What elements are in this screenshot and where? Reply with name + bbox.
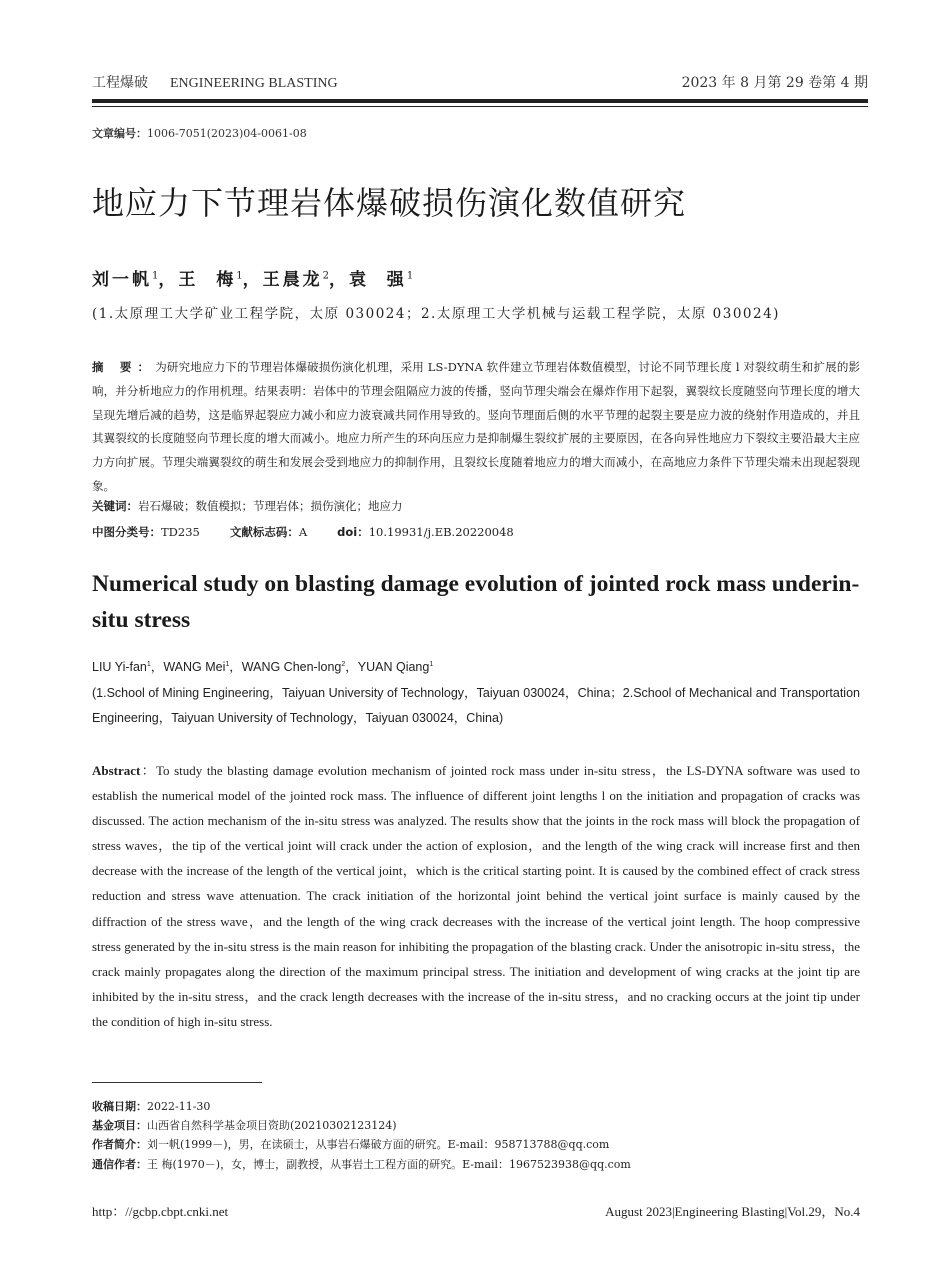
- abstract-en-label: Abstract: [92, 763, 141, 778]
- affiliation-cn: (1.太原理工大学矿业工程学院，太原 030024；2.太原理工大学机械与运载工程学院，太原 030024): [92, 306, 780, 322]
- header-rule-thick: [92, 99, 868, 103]
- running-header-journal: [92, 72, 338, 92]
- article-number-value: 1006-7051(2023)04-0061-08: [147, 127, 307, 140]
- abstract-en: [92, 758, 860, 1034]
- clc-value: TD235: [161, 525, 200, 539]
- abstract-en-text: ：To study the blasting damage evolution mechanism of jointed rock mass under in-situ stress，the LS-DYNA software was used to establish the numerical model of the jointed rock mass. The influence of different joint lengths l on the initiation and propagation of cracks was discussed. The action mechanism of the in-situ stress was analyzed. The results show that the joints in the rock mass will block the propagation of stress waves，the tip of the vertical joint will crack under the action of explosion，and the length of the wing crack will increase first and then decrease with the increase of the length of the vertical joint，which is the critical starting point. It is caused by the combined effect of crack stress reduction and stress wave attenuation. The crack initiation of the horizontal joint behind the vertical joint surface is mainly caused by the diffraction of the stress wave，and the length of the wing crack decreases with the increase of the vertical joint length. The hoop compressive stress generated by the in-situ stress is the main reason for inhibiting the propagation of the blasting crack. Under the anisotropic in-situ stress，the crack mainly propagates along the direction of the maximum principal stress. The initiation and development of wing cracks at the joint tip are inhibited by the in-situ stress，and the crack length decreases with the increase of the in-situ stress，and no cracking occurs at the joint tip under the condition of high in-situ stress.: [92, 763, 860, 1029]
- classification-line: [92, 524, 514, 540]
- authors-cn: [92, 265, 413, 290]
- abstract-cn: [92, 356, 860, 499]
- clc-label: 中图分类号：: [92, 525, 161, 539]
- doi-value: 10.19931/j.EB.20220048: [368, 525, 514, 539]
- journal-name-cn: 工程爆破: [92, 75, 148, 91]
- author-en: YUAN Qiang$^1$: [357, 660, 434, 674]
- journal-name-en: ENGINEERING BLASTING: [170, 76, 338, 91]
- article-number-label: 文章编号：: [92, 127, 147, 140]
- running-header-issue: 2023 年 8 月第 29 卷第 4 期: [681, 75, 868, 91]
- footnote-author-bio: 作者简介：刘一帆(1999－)，男，在读硕士，从事岩石爆破方面的研究。E-mail：958713788@qq.com: [92, 1138, 610, 1151]
- affiliation-en: (1.School of Mining Engineering，Taiyuan University of Technology，Taiyuan 030024，China；2.School of Mechanical and Transportation Engineering，Taiyuan University of Technology，Taiyuan 030024，China): [92, 686, 860, 725]
- abstract-cn-text: 为研究地应力下的节理岩体爆破损伤演化机理，采用 LS-DYNA 软件建立节理岩体数值模型，讨论不同节理长度 l 对裂纹萌生和扩展的影响，并分析地应力的作用机理。结果表明：岩体中的节理会阻隔应力波的传播，竖向节理尖端会在爆炸作用下起裂，翼裂纹长度随竖向节理长度的增大呈现先增后减的趋势，这是临界起裂应力减小和应力波衰减共同作用导致的。竖向节理面后侧的水平节理的起裂主要是应力波的绕射作用造成的，并且其翼裂纹的长度随竖向节理长度的增大而减小。地应力所产生的环向压应力是抑制爆生裂纹扩展的主要原因，在各向异性地应力下裂纹主要沿最大主应力方向扩展。节理尖端翼裂纹的萌生和发展会受到地应力的抑制作用，且裂纹长度随着地应力的增大而减小，在高地应力条件下节理尖端未出现起裂现象。: [92, 360, 860, 493]
- footnote-rule: [92, 1082, 262, 1083]
- keywords-value: 岩石爆破；数值模拟；节理岩体；损伤演化；地应力: [138, 499, 403, 513]
- abstract-cn-label: 摘 要：: [92, 360, 156, 374]
- authors-en: [92, 657, 433, 675]
- author-en: WANG Mei$^1$，: [163, 660, 242, 674]
- author-cn: 王 梅$^1$，: [178, 270, 263, 290]
- doi-label: doi：: [337, 525, 369, 539]
- keywords-label: 关键词：: [92, 499, 138, 513]
- title-cn: 地应力下节理岩体爆破损伤演化数值研究: [92, 184, 687, 222]
- doc-code-value: A: [298, 525, 308, 539]
- footnote-fund: 基金项目：山西省自然科学基金项目资助(20210302123124): [92, 1119, 397, 1132]
- title-en: Numerical study on blasting damage evolution of jointed rock mass underin-situ stress: [92, 571, 860, 633]
- author-cn: 刘一帆$^1$，: [92, 270, 179, 290]
- author-cn: 王晨龙$^2$，: [262, 270, 349, 290]
- footnote-corresponding-author: 通信作者：王 梅(1970－)，女，博士，副教授，从事岩土工程方面的研究。E-mail：1967523938@qq.com: [92, 1158, 631, 1171]
- author-cn: 袁 强$^1$: [348, 270, 414, 290]
- doc-code-label: 文献标志码：: [229, 525, 299, 539]
- footnote-received: 收稿日期：2022-11-30: [92, 1100, 211, 1113]
- footer-citation: August 2023|Engineering Blasting|Vol.29，No.4: [605, 1204, 860, 1219]
- article-number: [92, 125, 307, 141]
- author-en: LIU Yi-fan$^1$，: [92, 660, 164, 674]
- footer-url: http：//gcbp.cbpt.cnki.net: [92, 1204, 229, 1219]
- header-rule-thin: [92, 106, 868, 107]
- keywords-cn: [92, 498, 403, 514]
- author-en: WANG Chen-long$^2$，: [241, 660, 358, 674]
